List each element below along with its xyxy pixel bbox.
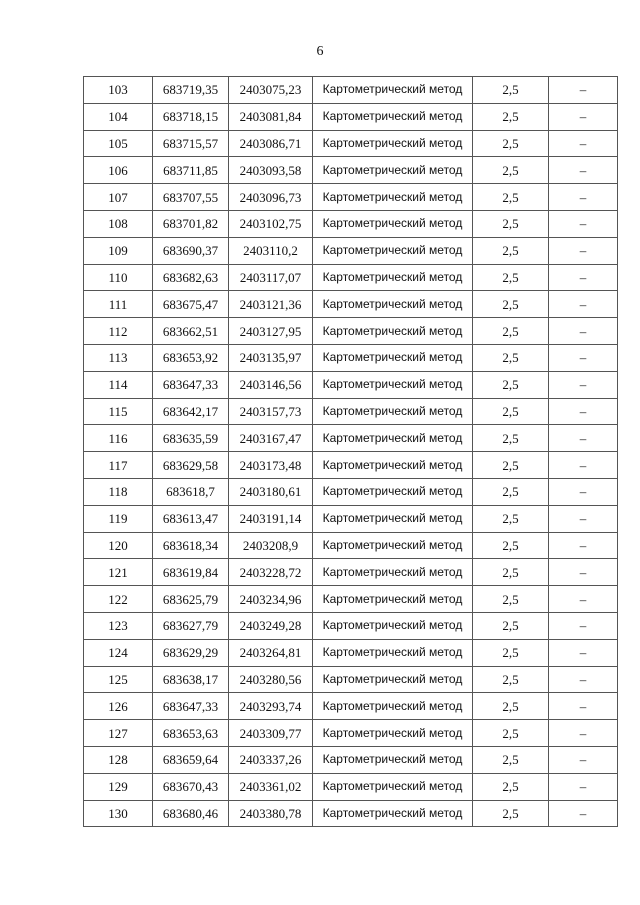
page-number: 6 — [316, 44, 324, 59]
x-coordinate-cell: 683647,33 — [153, 371, 229, 398]
table-row — [84, 720, 618, 747]
y-coordinate-cell: 2403191,14 — [229, 505, 313, 532]
accuracy-cell: 2,5 — [473, 318, 549, 345]
accuracy-cell: 2,5 — [473, 666, 549, 693]
point-number-cell: 120 — [84, 532, 153, 559]
method-cell: Картометрический метод — [313, 586, 473, 613]
method-cell: Картометрический метод — [313, 398, 473, 425]
y-coordinate-cell: 2403110,2 — [229, 237, 313, 264]
y-coordinate-cell: 2403380,78 — [229, 800, 313, 827]
accuracy-cell: 2,5 — [473, 773, 549, 800]
method-cell: Картометрический метод — [313, 344, 473, 371]
table-row — [84, 800, 618, 827]
table-row — [84, 398, 618, 425]
x-coordinate-cell: 683719,35 — [153, 77, 229, 104]
table-row — [84, 184, 618, 211]
method-cell: Картометрический метод — [313, 666, 473, 693]
accuracy-cell: 2,5 — [473, 586, 549, 613]
accuracy-cell: 2,5 — [473, 264, 549, 291]
method-cell: Картометрический метод — [313, 210, 473, 237]
y-coordinate-cell: 2403293,74 — [229, 693, 313, 720]
point-number-cell: 109 — [84, 237, 153, 264]
y-coordinate-cell: 2403135,97 — [229, 344, 313, 371]
x-coordinate-cell: 683675,47 — [153, 291, 229, 318]
accuracy-cell: 2,5 — [473, 452, 549, 479]
method-cell: Картометрический метод — [313, 425, 473, 452]
point-number-cell: 112 — [84, 318, 153, 345]
y-coordinate-cell: 2403121,36 — [229, 291, 313, 318]
x-coordinate-cell: 683613,47 — [153, 505, 229, 532]
x-coordinate-cell: 683635,59 — [153, 425, 229, 452]
point-number-cell: 128 — [84, 746, 153, 773]
method-cell: Картометрический метод — [313, 157, 473, 184]
x-coordinate-cell: 683638,17 — [153, 666, 229, 693]
table-row — [84, 505, 618, 532]
point-number-cell: 122 — [84, 586, 153, 613]
y-coordinate-cell: 2403146,56 — [229, 371, 313, 398]
point-number-cell: 117 — [84, 452, 153, 479]
table-row — [84, 425, 618, 452]
accuracy-cell: 2,5 — [473, 612, 549, 639]
accuracy-cell: 2,5 — [473, 478, 549, 505]
y-coordinate-cell: 2403361,02 — [229, 773, 313, 800]
x-coordinate-cell: 683680,46 — [153, 800, 229, 827]
y-coordinate-cell: 2403086,71 — [229, 130, 313, 157]
method-cell: Картометрический метод — [313, 291, 473, 318]
point-number-cell: 126 — [84, 693, 153, 720]
y-coordinate-cell: 2403234,96 — [229, 586, 313, 613]
table-row — [84, 559, 618, 586]
y-coordinate-cell: 2403180,61 — [229, 478, 313, 505]
x-coordinate-cell: 683662,51 — [153, 318, 229, 345]
table-row — [84, 318, 618, 345]
table-row — [84, 452, 618, 479]
table-row — [84, 773, 618, 800]
table-row — [84, 532, 618, 559]
point-number-cell: 130 — [84, 800, 153, 827]
method-cell: Картометрический метод — [313, 130, 473, 157]
x-coordinate-cell: 683707,55 — [153, 184, 229, 211]
y-coordinate-cell: 2403102,75 — [229, 210, 313, 237]
point-number-cell: 110 — [84, 264, 153, 291]
note-cell: – — [549, 478, 618, 505]
point-number-cell: 114 — [84, 371, 153, 398]
method-cell: Картометрический метод — [313, 264, 473, 291]
note-cell: – — [549, 210, 618, 237]
x-coordinate-cell: 683627,79 — [153, 612, 229, 639]
note-cell: – — [549, 666, 618, 693]
point-number-cell: 123 — [84, 612, 153, 639]
method-cell: Картометрический метод — [313, 720, 473, 747]
note-cell: – — [549, 425, 618, 452]
x-coordinate-cell: 683682,63 — [153, 264, 229, 291]
note-cell: – — [549, 532, 618, 559]
method-cell: Картометрический метод — [313, 773, 473, 800]
table-row — [84, 77, 618, 104]
accuracy-cell: 2,5 — [473, 693, 549, 720]
table-row — [84, 746, 618, 773]
method-cell: Картометрический метод — [313, 532, 473, 559]
note-cell: – — [549, 371, 618, 398]
table-row — [84, 666, 618, 693]
point-number-cell: 105 — [84, 130, 153, 157]
y-coordinate-cell: 2403337,26 — [229, 746, 313, 773]
accuracy-cell: 2,5 — [473, 398, 549, 425]
y-coordinate-cell: 2403093,58 — [229, 157, 313, 184]
x-coordinate-cell: 683647,33 — [153, 693, 229, 720]
point-number-cell: 107 — [84, 184, 153, 211]
table-row — [84, 478, 618, 505]
table-row — [84, 612, 618, 639]
x-coordinate-cell: 683618,34 — [153, 532, 229, 559]
note-cell: – — [549, 77, 618, 104]
table-row — [84, 344, 618, 371]
accuracy-cell: 2,5 — [473, 559, 549, 586]
accuracy-cell: 2,5 — [473, 800, 549, 827]
accuracy-cell: 2,5 — [473, 532, 549, 559]
method-cell: Картометрический метод — [313, 77, 473, 104]
point-number-cell: 104 — [84, 103, 153, 130]
note-cell: – — [549, 800, 618, 827]
table-body — [84, 77, 618, 827]
method-cell: Картометрический метод — [313, 237, 473, 264]
note-cell: – — [549, 291, 618, 318]
note-cell: – — [549, 559, 618, 586]
point-number-cell: 119 — [84, 505, 153, 532]
x-coordinate-cell: 683670,43 — [153, 773, 229, 800]
accuracy-cell: 2,5 — [473, 291, 549, 318]
method-cell: Картометрический метод — [313, 478, 473, 505]
accuracy-cell: 2,5 — [473, 720, 549, 747]
y-coordinate-cell: 2403157,73 — [229, 398, 313, 425]
note-cell: – — [549, 237, 618, 264]
y-coordinate-cell: 2403117,07 — [229, 264, 313, 291]
table-row — [84, 157, 618, 184]
table-row — [84, 210, 618, 237]
x-coordinate-cell: 683690,37 — [153, 237, 229, 264]
method-cell: Картометрический метод — [313, 452, 473, 479]
x-coordinate-cell: 683629,29 — [153, 639, 229, 666]
note-cell: – — [549, 693, 618, 720]
note-cell: – — [549, 746, 618, 773]
accuracy-cell: 2,5 — [473, 639, 549, 666]
y-coordinate-cell: 2403309,77 — [229, 720, 313, 747]
accuracy-cell: 2,5 — [473, 210, 549, 237]
note-cell: – — [549, 130, 618, 157]
method-cell: Картометрический метод — [313, 184, 473, 211]
x-coordinate-cell: 683711,85 — [153, 157, 229, 184]
method-cell: Картометрический метод — [313, 103, 473, 130]
table-row — [84, 639, 618, 666]
note-cell: – — [549, 639, 618, 666]
accuracy-cell: 2,5 — [473, 746, 549, 773]
accuracy-cell: 2,5 — [473, 425, 549, 452]
x-coordinate-cell: 683653,63 — [153, 720, 229, 747]
table-row — [84, 693, 618, 720]
method-cell: Картометрический метод — [313, 559, 473, 586]
point-number-cell: 121 — [84, 559, 153, 586]
y-coordinate-cell: 2403208,9 — [229, 532, 313, 559]
accuracy-cell: 2,5 — [473, 157, 549, 184]
x-coordinate-cell: 683618,7 — [153, 478, 229, 505]
x-coordinate-cell: 683619,84 — [153, 559, 229, 586]
y-coordinate-cell: 2403075,23 — [229, 77, 313, 104]
method-cell: Картометрический метод — [313, 800, 473, 827]
y-coordinate-cell: 2403280,56 — [229, 666, 313, 693]
x-coordinate-cell: 683718,15 — [153, 103, 229, 130]
x-coordinate-cell: 683653,92 — [153, 344, 229, 371]
note-cell: – — [549, 318, 618, 345]
method-cell: Картометрический метод — [313, 746, 473, 773]
coordinates-table — [83, 76, 618, 827]
table-row — [84, 371, 618, 398]
note-cell: – — [549, 452, 618, 479]
method-cell: Картометрический метод — [313, 639, 473, 666]
note-cell: – — [549, 184, 618, 211]
accuracy-cell: 2,5 — [473, 371, 549, 398]
accuracy-cell: 2,5 — [473, 103, 549, 130]
table-row — [84, 237, 618, 264]
y-coordinate-cell: 2403249,28 — [229, 612, 313, 639]
y-coordinate-cell: 2403096,73 — [229, 184, 313, 211]
point-number-cell: 111 — [84, 291, 153, 318]
point-number-cell: 129 — [84, 773, 153, 800]
accuracy-cell: 2,5 — [473, 184, 549, 211]
y-coordinate-cell: 2403167,47 — [229, 425, 313, 452]
accuracy-cell: 2,5 — [473, 130, 549, 157]
y-coordinate-cell: 2403081,84 — [229, 103, 313, 130]
point-number-cell: 115 — [84, 398, 153, 425]
table-row — [84, 291, 618, 318]
point-number-cell: 127 — [84, 720, 153, 747]
note-cell: – — [549, 103, 618, 130]
y-coordinate-cell: 2403173,48 — [229, 452, 313, 479]
x-coordinate-cell: 683715,57 — [153, 130, 229, 157]
y-coordinate-cell: 2403228,72 — [229, 559, 313, 586]
point-number-cell: 118 — [84, 478, 153, 505]
point-number-cell: 116 — [84, 425, 153, 452]
note-cell: – — [549, 398, 618, 425]
table-row — [84, 264, 618, 291]
accuracy-cell: 2,5 — [473, 237, 549, 264]
point-number-cell: 124 — [84, 639, 153, 666]
y-coordinate-cell: 2403127,95 — [229, 318, 313, 345]
x-coordinate-cell: 683629,58 — [153, 452, 229, 479]
y-coordinate-cell: 2403264,81 — [229, 639, 313, 666]
method-cell: Картометрический метод — [313, 318, 473, 345]
x-coordinate-cell: 683625,79 — [153, 586, 229, 613]
point-number-cell: 113 — [84, 344, 153, 371]
note-cell: – — [549, 157, 618, 184]
accuracy-cell: 2,5 — [473, 505, 549, 532]
method-cell: Картометрический метод — [313, 693, 473, 720]
x-coordinate-cell: 683659,64 — [153, 746, 229, 773]
note-cell: – — [549, 773, 618, 800]
note-cell: – — [549, 505, 618, 532]
method-cell: Картометрический метод — [313, 371, 473, 398]
note-cell: – — [549, 612, 618, 639]
table-row — [84, 586, 618, 613]
note-cell: – — [549, 720, 618, 747]
note-cell: – — [549, 264, 618, 291]
table-row — [84, 130, 618, 157]
point-number-cell: 125 — [84, 666, 153, 693]
accuracy-cell: 2,5 — [473, 77, 549, 104]
x-coordinate-cell: 683701,82 — [153, 210, 229, 237]
method-cell: Картометрический метод — [313, 505, 473, 532]
x-coordinate-cell: 683642,17 — [153, 398, 229, 425]
note-cell: – — [549, 344, 618, 371]
table-row — [84, 103, 618, 130]
point-number-cell: 103 — [84, 77, 153, 104]
note-cell: – — [549, 586, 618, 613]
point-number-cell: 106 — [84, 157, 153, 184]
method-cell: Картометрический метод — [313, 612, 473, 639]
point-number-cell: 108 — [84, 210, 153, 237]
accuracy-cell: 2,5 — [473, 344, 549, 371]
